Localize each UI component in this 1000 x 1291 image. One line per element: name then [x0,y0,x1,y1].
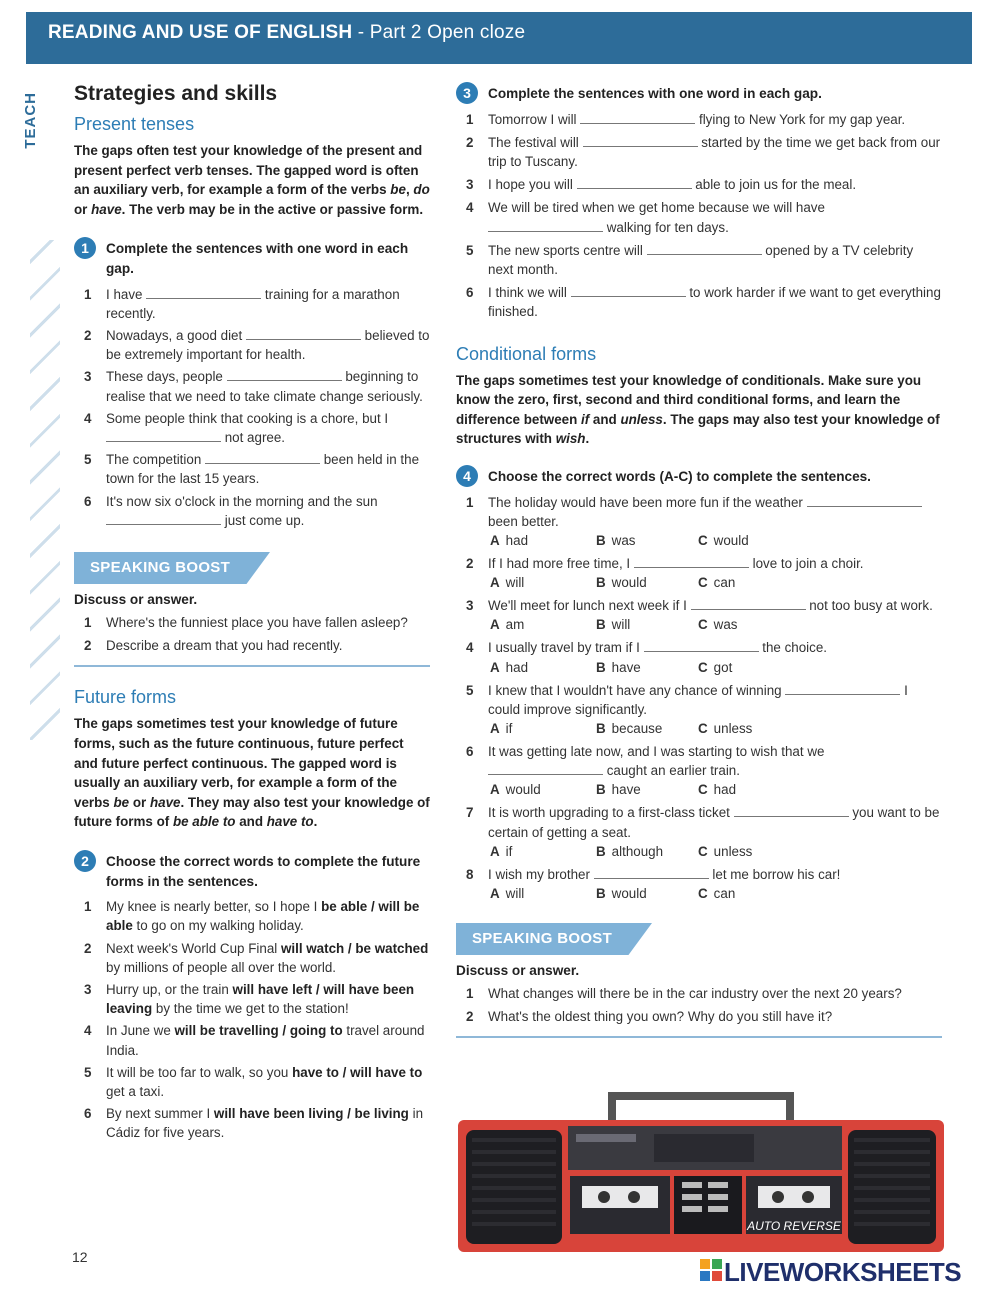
list-item: 4 Some people think that cooking is a chore, but I not agree. [84,410,389,445]
answer-gap[interactable] [647,242,762,255]
list-item: 2 Describe a dream that you had recently. [84,638,343,654]
choice-options[interactable]: will have been living / be living [213,1106,409,1122]
list-item: 1 My knee is nearly better, so I hope I be able / will be able to go on my walking holiday. [84,899,420,934]
answer-gap[interactable] [571,284,686,297]
option-b[interactable]: B was [596,533,636,548]
list-item: 5 I knew that I wouldn't have any chance of winning I could improve significantly. [466,682,908,717]
exercise-number-badge: 1 [74,237,96,259]
answer-gap[interactable] [106,429,221,442]
option-a[interactable]: A would [490,782,541,798]
list-item: 5 It will be too far to walk, so you have to / will have to get a taxi. [84,1064,423,1099]
option-a[interactable]: A will [490,886,525,902]
option-b[interactable]: B because [596,721,663,737]
page-title: READING AND USE OF ENGLISH - Part 2 Open cloze [48,22,526,43]
list-item: 4 In June we will be travelling / going to travel around India. [84,1023,425,1058]
side-tab: TEACH [22,92,39,149]
answer-options [456,615,942,634]
answer-options [456,884,942,903]
choice-options[interactable]: be able / will be able [106,899,420,934]
choice-options[interactable]: will watch / be watched [280,940,429,956]
list-item: 2 Nowadays, a good diet believed to be extremely important for health. [84,327,430,363]
option-b[interactable]: B although [596,843,664,859]
answer-gap[interactable] [488,219,603,232]
present-tenses-intro: The gaps often test your knowledge of the present and present perfect verb tenses. The gapped word is often an auxiliary verb, for example a form of the verbs be, do or have. The verb may be in the active or passive form. [74,143,430,217]
answer-gap[interactable] [106,512,221,525]
option-a[interactable]: A had [490,659,529,675]
boombox-image [458,1090,944,1252]
option-b[interactable]: B have [596,782,641,798]
auto-reverse-label: AUTO REVERSE [747,1219,841,1233]
list-item: 2 If I had more free time, I love to join a choir. [466,556,864,571]
answer-options [456,573,942,592]
section-divider [74,665,430,667]
page-number: 12 [72,1249,88,1265]
option-c[interactable]: C had [698,782,737,798]
option-c[interactable]: C would [698,533,749,548]
exercise-number-badge: 2 [74,850,96,872]
answer-gap[interactable] [246,327,361,340]
answer-gap[interactable] [488,762,603,775]
list-item: 2 What's the oldest thing you own? Why do you still have it? [466,1009,833,1025]
left-column [74,82,430,1143]
list-item: 3 These days, people beginning to realise that we need to take climate change seriously. [84,369,423,404]
list-item: 1 Tomorrow I will flying to New York for my gap year. [466,111,906,127]
answer-gap[interactable] [583,134,698,147]
exercise-4-list [456,493,942,903]
list-item: 1 What changes will there be in the car industry over the next 20 years? [466,986,902,1002]
list-item: 5 The new sports centre will opened by a TV celebrity next month. [466,242,914,278]
choice-options[interactable]: have to / will have to [292,1064,423,1080]
option-c[interactable]: C unless [698,721,753,737]
list-item: 5 The competition been held in the town for the last 15 years. [84,452,420,487]
section-heading: Strategies and skills [74,82,278,105]
list-item: 2 Next week's World Cup Final will watch / be watched by millions of people all over the world. [84,940,429,975]
exercise-4-instruction: 4 Choose the correct words (A-C) to complete the sentences. [456,467,942,487]
exercise-2-instruction: 2 Choose the correct words to complete the future forms in the sentences. [74,852,430,891]
exercise-3-list [456,110,942,322]
radio-illustration [458,1090,944,1252]
list-item: 8 I wish my brother let me borrow his car! [466,866,841,882]
option-c[interactable]: C can [698,575,736,591]
answer-options [456,531,942,550]
list-item: 6 It was getting late now, and I was starting to wish that we caught an earlier train. [466,744,825,779]
answer-gap[interactable] [644,639,759,652]
option-c[interactable]: C can [698,886,736,902]
option-a[interactable]: A am [490,617,525,633]
option-b[interactable]: B will [596,617,631,633]
brand-logo-icon [700,1259,722,1281]
list-item: 1 I have training for a marathon recently. [84,286,400,321]
answer-gap[interactable] [807,494,922,507]
option-a[interactable]: A will [490,575,525,591]
answer-options [456,842,942,861]
list-item: 6 I think we will to work harder if we want to get everything finished. [466,285,941,320]
list-item: 6 It's now six o'clock in the morning and the sun just come up. [84,493,378,528]
option-c[interactable]: C was [698,617,738,633]
answer-gap[interactable] [785,682,900,695]
answer-gap[interactable] [580,111,695,124]
exercise-1-list [74,285,430,530]
exercise-1-instruction: 1 Complete the sentences with one word in each gap. [74,239,430,278]
choice-options[interactable]: will be travelling / going to [174,1023,343,1039]
answer-gap[interactable] [634,555,749,568]
option-b[interactable]: B would [596,575,647,591]
list-item: 2 The festival will started by the time we get back from our trip to Tuscany. [466,134,941,169]
exercise-2-list [74,897,430,1142]
option-b[interactable]: B would [596,886,647,902]
answer-gap[interactable] [577,176,692,189]
present-tenses-title: Present tenses [74,114,195,134]
right-column [456,84,942,1038]
speaking-questions [74,613,430,655]
speaking-boost-banner: SPEAKING BOOST [74,552,430,584]
future-forms-title: Future forms [74,687,177,708]
list-item: 3 We'll meet for lunch next week if I not too busy at work. [466,598,933,614]
discuss-label: Discuss or answer. [74,592,198,607]
choice-options[interactable]: will have left / will have been leaving [106,981,415,1017]
option-a[interactable]: A if [490,843,513,859]
answer-gap[interactable] [594,866,709,879]
exercise-number-badge: 4 [456,465,478,487]
option-c[interactable]: C got [698,659,733,675]
conditional-forms-title: Conditional forms [456,343,597,364]
option-c[interactable]: C unless [698,843,753,859]
option-a[interactable]: A if [490,721,513,737]
answer-gap[interactable] [146,286,261,299]
list-item: 4 We will be tired when we get home because we will have walking for ten days. [466,200,825,235]
list-item: 1 Where's the funniest place you have fallen asleep? [84,615,408,630]
decorative-stripes [30,240,60,740]
answer-options [456,719,942,738]
section-divider [456,1036,942,1038]
conditional-forms-intro: The gaps sometimes test your knowledge of conditionals. Make sure you know the zero, first, second and third conditional forms, and learn the difference between if and unless. The gaps may also test your knowledge of structures with wish. [456,372,940,447]
option-b[interactable]: B have [596,659,641,675]
list-item: 6 By next summer I will have been living / be living in Cádiz for five years. [84,1106,424,1141]
answer-options [456,780,942,799]
option-a[interactable]: A had [490,533,529,548]
speaking-boost-banner: SPEAKING BOOST [456,923,942,955]
list-item: 7 It is worth upgrading to a first-class ticket you want to be certain of getting a seat. [466,805,940,840]
list-item: 4 I usually travel by tram if I the choice. [466,640,828,656]
answer-options [456,658,942,677]
speaking-questions [456,984,942,1026]
answer-gap[interactable] [205,451,320,464]
exercise-3-instruction: 3 Complete the sentences with one word in each gap. [456,84,942,104]
list-item: 1 The holiday would have been more fun if the weather been better. [456,493,942,531]
answer-gap[interactable] [734,804,849,817]
list-item: 3 Hurry up, or the train will have left / will have been leaving by the time we get to the station! [84,981,415,1017]
brand-watermark: LIVEWORKSHEETS [700,1256,996,1286]
list-item: 3 I hope you will able to join us for the meal. [466,177,857,193]
discuss-label: Discuss or answer. [456,963,580,979]
answer-gap[interactable] [691,597,806,610]
future-forms-intro: The gaps sometimes test your knowledge of future forms, such as the future continuous, future perfect and future perfect continuous. The gapped word is usually an auxiliary verb, for example a form of the verbs be or have. They may also test your knowledge of future forms of be able to and have to. [74,716,430,830]
exercise-number-badge: 3 [456,82,478,104]
answer-gap[interactable] [227,368,342,381]
